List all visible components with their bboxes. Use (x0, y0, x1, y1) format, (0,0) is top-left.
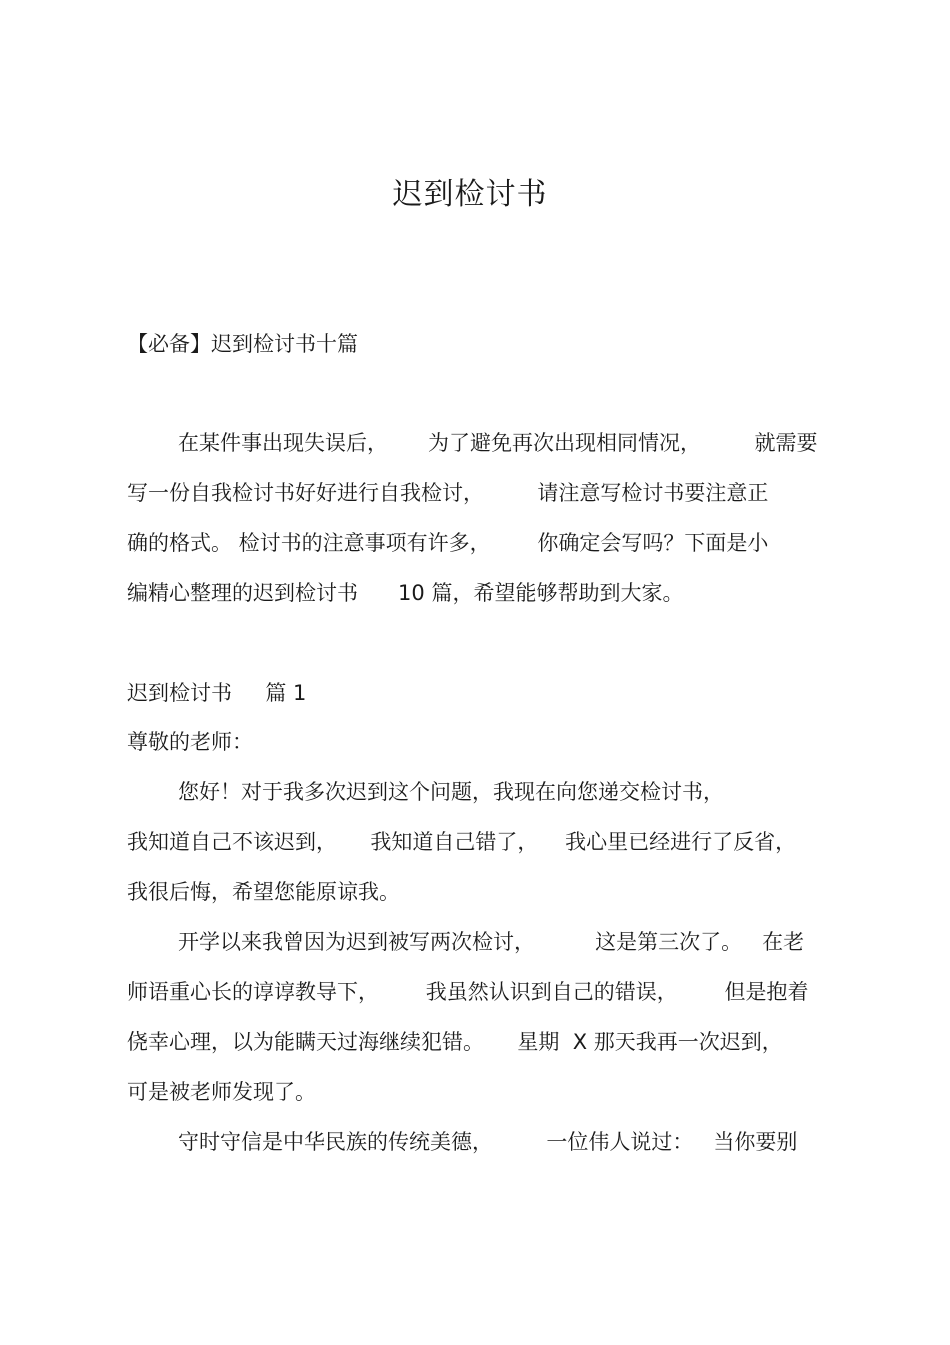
paragraph-line: 我知道自己不该迟到， 我知道自己错了， 我心里已经进行了反省， (127, 830, 797, 854)
section-heading: 迟到检讨书 篇 1 (127, 681, 307, 705)
intro-line: 编精心整理的迟到检讨书 10 篇，希望能够帮助到大家。 (127, 581, 684, 605)
paragraph-line: 可是被老师发现了。 (127, 1080, 316, 1104)
document-title: 迟到检讨书 (392, 177, 548, 212)
salutation: 尊敬的老师： (127, 730, 253, 754)
intro-line: 在某件事出现失误后， 为了避免再次出现相同情况， 就需要 (178, 431, 818, 455)
paragraph-line: 您好！对于我多次迟到这个问题，我现在向您递交检讨书， (178, 780, 724, 804)
paragraph-line: 侥幸心理，以为能瞒天过海继续犯错。 星期 X 那天我再一次迟到， (127, 1030, 783, 1054)
document-subtitle: 【必备】迟到检讨书十篇 (127, 332, 358, 356)
intro-line: 写一份自我检讨书好好进行自我检讨， 请注意写检讨书要注意正 (127, 481, 769, 505)
intro-line: 确的格式。 检讨书的注意事项有许多， 你确定会写吗？下面是小 (127, 531, 769, 555)
paragraph-line: 我很后悔，希望您能原谅我。 (127, 880, 400, 904)
paragraph-line: 守时守信是中华民族的传统美德， 一位伟人说过： 当你要别 (178, 1130, 798, 1154)
paragraph-line: 开学以来我曾因为迟到被写两次检讨， 这是第三次了。 在老 (178, 930, 805, 954)
paragraph-line: 师语重心长的谆谆教导下， 我虽然认识到自己的错误， 但是抱着 (127, 980, 809, 1004)
